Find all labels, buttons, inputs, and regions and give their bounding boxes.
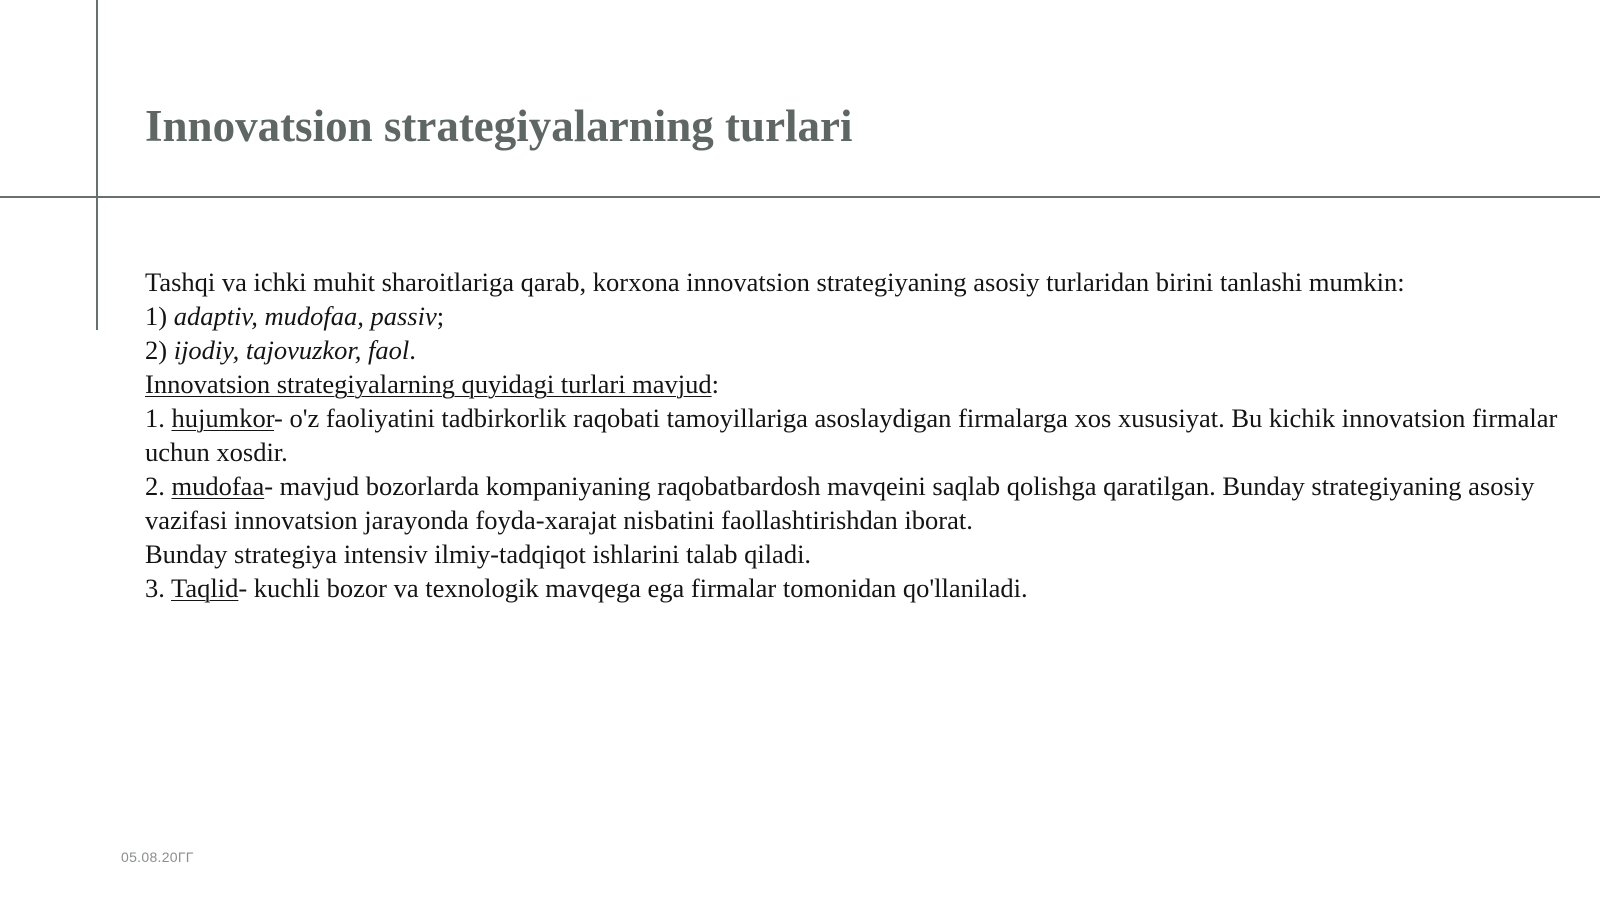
item-text: - kuchli bozor va texnologik mavqega ega firmalar tomonidan qo'llaniladi. xyxy=(238,573,1028,603)
footer-date: 05.08.20ГГ xyxy=(121,849,194,865)
list-item xyxy=(145,401,1565,469)
group-tail: . xyxy=(409,335,416,365)
group-terms: adaptiv, mudofaa, passiv xyxy=(173,301,437,331)
types-heading-text: Innovatsion strategiyalarning quyidagi turlari mavjud xyxy=(145,369,712,399)
strategy-group-1 xyxy=(145,299,1565,333)
group-tail: ; xyxy=(436,301,445,331)
horizontal-divider xyxy=(0,196,1600,198)
types-heading-colon: : xyxy=(711,369,720,399)
slide-body xyxy=(145,265,1565,605)
list-item xyxy=(145,571,1565,605)
item-number: 3. xyxy=(145,573,172,603)
item-term: Taqlid xyxy=(171,573,239,603)
item-number: 1. xyxy=(145,403,172,433)
types-heading xyxy=(145,367,1565,401)
intro-paragraph: Tashqi va ichki muhit sharoitlariga qarab, korxona innovatsion strategiyaning asosiy turlaridan birini tanlashi mumkin: xyxy=(145,267,1405,297)
group-number: 1) xyxy=(145,301,174,331)
list-item xyxy=(145,469,1565,537)
group-terms: ijodiy, tajovuzkor, faol xyxy=(173,335,410,365)
group-number: 2) xyxy=(145,335,174,365)
item-term: hujumkor xyxy=(171,403,275,433)
extra-line: Bunday strategiya intensiv ilmiy-tadqiqot ishlarini talab qiladi. xyxy=(145,539,812,569)
item-text: - o'z faoliyatini tadbirkorlik raqobati tamoyillariga asoslaydigan firmalarga xos xususiyat. Bu kichik innovatsion firmalar uchun xosdir. xyxy=(145,403,1558,467)
item-number: 2. xyxy=(145,471,172,501)
vertical-divider xyxy=(96,0,98,330)
slide-title: Innovatsion strategiyalarning turlari xyxy=(145,101,853,151)
strategy-group-2 xyxy=(145,333,1565,367)
item-text: - mavjud bozorlarda kompaniyaning raqobatbardosh mavqeini saqlab qolishga qaratilgan. Bunday strategiyaning asosiy vazifasi innovatsion jarayonda foyda-xarajat nisbatini faollashtirishdan iborat. xyxy=(145,471,1535,535)
item-term: mudofaa xyxy=(171,471,265,501)
